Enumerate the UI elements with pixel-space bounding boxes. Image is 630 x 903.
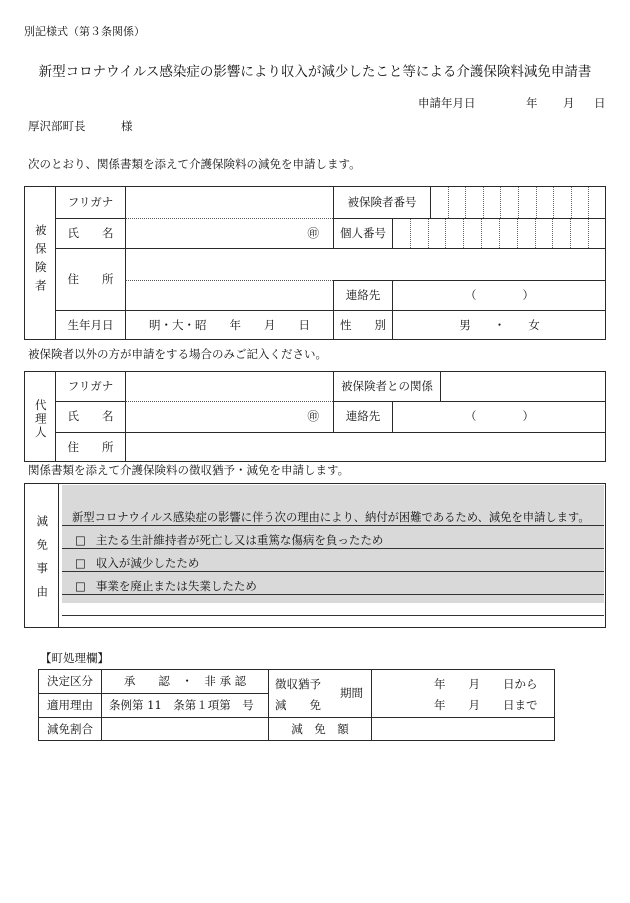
period-to: 年 月 日まで [434, 698, 538, 712]
insured-number-digit-cell[interactable] [588, 187, 606, 218]
reason-statement-row [62, 506, 604, 526]
reduction-ratio-value [101, 717, 268, 741]
office-use-heading: 【町処理欄】 [40, 651, 109, 665]
application-date-day: 日 [594, 96, 606, 110]
seal-mark: ㊞ [307, 409, 319, 424]
personal-number-digit-cell[interactable] [499, 219, 517, 248]
personal-number-digit-cell[interactable] [570, 219, 588, 248]
insured-contact-field[interactable] [392, 280, 606, 310]
office-use-table [38, 669, 555, 741]
personal-number-digit-cell[interactable] [517, 219, 535, 248]
reduction-amount-value [371, 717, 555, 741]
reason-option-label: 事業を廃止または失業したため [95, 578, 257, 593]
agent-contact-parens: （ ） [465, 409, 534, 424]
reason-box [62, 485, 604, 603]
grace-period-label [268, 669, 371, 717]
agent-section-label-text: 代理人 [33, 398, 48, 440]
form-reference: 別記様式（第３条関係） [24, 25, 145, 38]
reason-statement: 新型コロナウイルス感染症の影響に伴う次の理由により、納付が困難であるため、減免を申請します。 [72, 510, 590, 524]
period-label: 期間 [340, 686, 363, 700]
insured-number-digit-cell[interactable] [500, 187, 518, 218]
gender-label: 性 別 [333, 310, 392, 340]
birthdate-label: 生年月日 [55, 310, 125, 340]
personal-number-digit-cell[interactable] [588, 219, 606, 248]
reduction-ratio-label: 減免割合 [38, 717, 101, 741]
insured-address-field-line1[interactable] [125, 248, 606, 280]
form-title: 新型コロナウイルス感染症の影響により収入が減少したこと等による介護保険料減免申請書 [38, 64, 592, 80]
personal-number-digit-cell[interactable] [445, 219, 463, 248]
addressee-name: 厚沢部町長 [28, 119, 86, 133]
reason-option-label: 主たる生計維持者が死亡し又は重篤な傷病を負ったため [95, 532, 384, 547]
agent-section-label [24, 371, 55, 462]
reason-blank-line[interactable] [62, 603, 604, 616]
insured-number-digit-cell[interactable] [483, 187, 501, 218]
personal-number-digit-cell[interactable] [463, 219, 481, 248]
personal-number-digit-cell[interactable] [481, 219, 499, 248]
insured-number-field [430, 186, 606, 218]
agent-table [24, 371, 606, 462]
insured-number-digit-cell[interactable] [431, 187, 448, 218]
insured-furigana-field[interactable] [125, 186, 333, 218]
gender-options: 男 ・ 女 [459, 317, 540, 332]
insured-contact-parens: （ ） [465, 287, 534, 302]
reason-option-label: 収入が減少したため [95, 555, 200, 570]
checkbox[interactable]: □ [75, 532, 86, 547]
application-date-year: 年 [526, 96, 538, 110]
reduction-amount-label: 減 免 額 [268, 717, 371, 741]
seal-mark: ㊞ [307, 225, 319, 240]
birthdate-value: 明・大・昭 年 月 日 [149, 317, 310, 332]
insured-section-label-text: 被保険者 [33, 223, 48, 298]
checkbox[interactable]: □ [75, 555, 86, 570]
intro-text: 次のとおり、関係書類を添えて介護保険料の減免を申請します。 [28, 157, 361, 171]
decision-value: 承 認 ・ 非 承 認 [101, 669, 268, 693]
agent-furigana-label: フリガナ [55, 371, 125, 401]
period-value [371, 669, 555, 717]
personal-number-digit-cell[interactable] [410, 219, 428, 248]
insured-number-label: 被保険者番号 [333, 186, 430, 218]
agent-relationship-field[interactable] [440, 371, 606, 401]
checkbox[interactable]: □ [75, 578, 86, 593]
reduction-note: 関係書類を添えて介護保険料の徴収猶予・減免を申請します。 [28, 463, 350, 477]
insured-table [24, 186, 606, 340]
agent-address-label: 住 所 [55, 432, 125, 462]
reason-section-label [24, 483, 58, 628]
insured-address-label: 住 所 [55, 248, 125, 310]
decision-label: 決定区分 [38, 669, 101, 693]
insured-number-digit-cell[interactable] [571, 187, 589, 218]
reason-table [24, 483, 606, 628]
insured-contact-label: 連絡先 [333, 280, 392, 310]
insured-number-digit-cell[interactable] [553, 187, 571, 218]
insured-number-digit-cell[interactable] [465, 187, 483, 218]
personal-number-label: 個人番号 [333, 218, 392, 248]
grace-label-top: 徴収猶予 [275, 677, 321, 691]
agent-address-field[interactable] [125, 432, 606, 462]
insured-name-label: 氏 名 [55, 218, 125, 248]
personal-number-digit-cell[interactable] [393, 219, 410, 248]
reason-option-row [62, 549, 604, 572]
agent-relationship-label: 被保険者との関係 [333, 371, 440, 401]
agent-name-field[interactable] [125, 401, 333, 432]
agent-note: 被保険者以外の方が申請をする場合のみご記入ください。 [28, 347, 327, 361]
personal-number-field [392, 218, 606, 248]
personal-number-digit-cell[interactable] [535, 219, 553, 248]
addressee-honorific: 様 [121, 119, 133, 133]
insured-name-field[interactable] [125, 218, 333, 248]
reason-section-label-text: 減免事由 [35, 515, 50, 609]
insured-section-label [24, 186, 55, 340]
application-date-label: 申請年月日 [418, 96, 476, 110]
gender-field[interactable] [392, 310, 606, 340]
agent-contact-field[interactable] [392, 401, 606, 432]
insured-address-field-line2[interactable] [125, 280, 333, 310]
agent-furigana-field[interactable] [125, 371, 333, 401]
agent-name-label: 氏 名 [55, 401, 125, 432]
insured-furigana-label: フリガナ [55, 186, 125, 218]
insured-number-digit-cell[interactable] [518, 187, 536, 218]
grace-label-bottom: 減 免 [275, 698, 321, 712]
insured-number-digit-cell[interactable] [536, 187, 554, 218]
applied-reason-label: 適用理由 [38, 693, 101, 717]
personal-number-digit-cell[interactable] [552, 219, 570, 248]
reason-option-row [62, 526, 604, 549]
personal-number-digit-cell[interactable] [428, 219, 446, 248]
insured-number-digit-cell[interactable] [448, 187, 466, 218]
application-date-month: 月 [563, 96, 575, 110]
reason-option-row [62, 572, 604, 595]
birthdate-field[interactable] [125, 310, 333, 340]
period-from: 年 月 日から [434, 677, 538, 691]
agent-contact-label: 連絡先 [333, 401, 392, 432]
applied-reason-value: 条例第 11 条第１項第 号 [101, 693, 268, 717]
